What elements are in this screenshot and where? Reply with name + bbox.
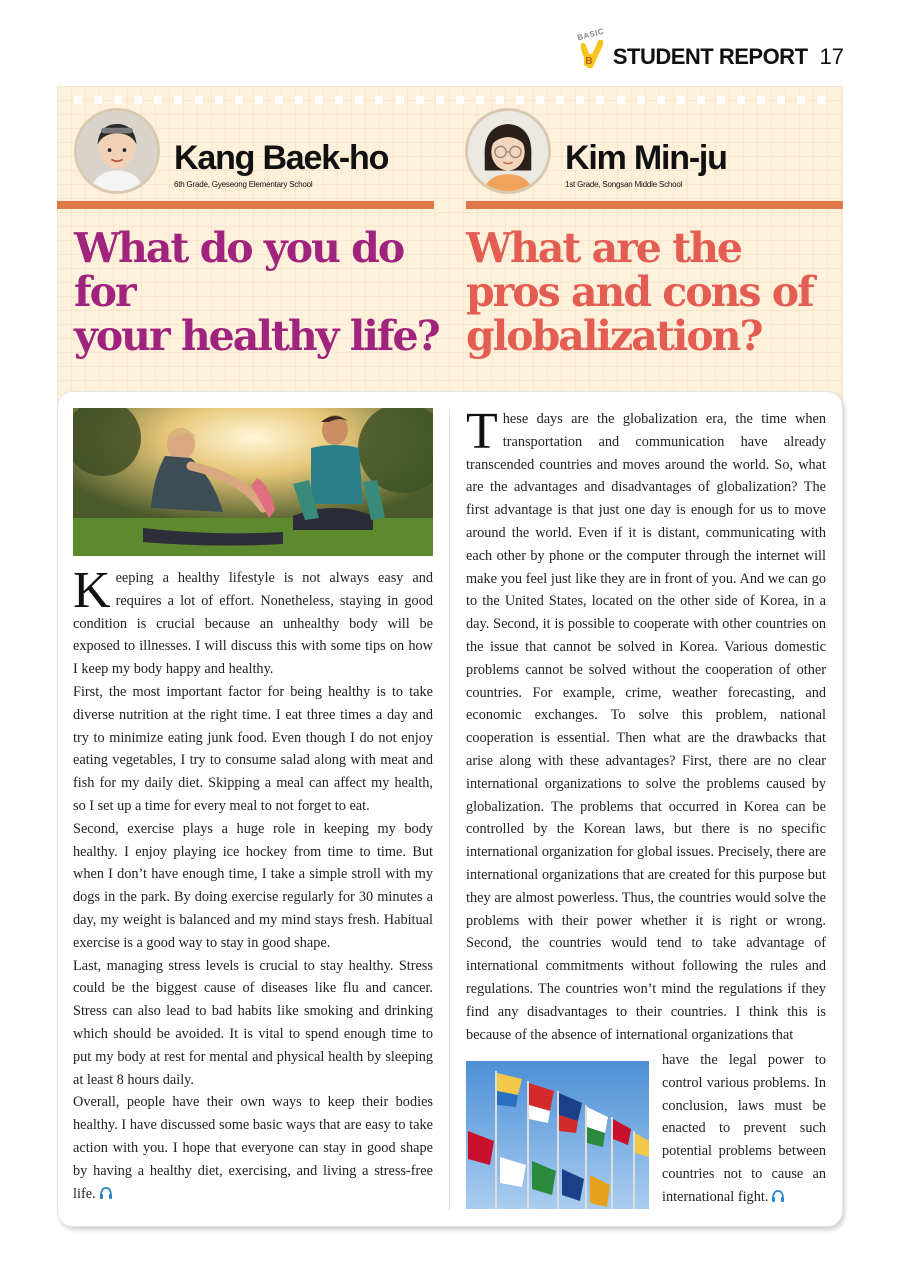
article-right-wrap xyxy=(662,1049,826,1209)
paragraph-text: eeping a healthy lifestyle is not always easy and requires a lot of effort. Nonetheless, staying in good condition is crucial because an unhealthy body will be exposed to illnesses. I will discuss this with some tips on how I keep my body happy and healthy. xyxy=(73,570,433,678)
fitness-photo xyxy=(73,408,433,556)
paragraph-text: Overall, people have their own ways to keep their bodies healthy. I have discussed some basic ways that are easy to take action with you. I hope that everyone can stay in good shape by having a healthy diet, exercising, and living a stress-free life. xyxy=(73,1094,433,1202)
banner-dots xyxy=(62,96,838,106)
drop-cap: K xyxy=(73,562,111,619)
headline-line: pros and cons of xyxy=(466,268,813,316)
article-left-body xyxy=(73,562,433,1205)
paragraph-text: hese days are the globalization era, the time when transportation and communication have already transcended countries and moves around the world. So, what are the advantages and disadvantages of globalization? The first advantage is that just one day is enough for us to move around the world. Even if it is distant, communicating with each other by phone or the computer through the internet will make you feel just like they are in front of you. And we can go to the United States, located on the other side of Korea, in a day. Second, it is possible to cooperate with other countries on the issue that cannot be solved in Korea. Various domestic problems cannot be solved without the cooperation of other countries. For example, crime, weather forecasting, and economic exchanges. To solve this problem, national cooperation is essential. Then what are the drawbacks that arise along with these advantages? First, there are no clear international organizations to solve the problems caused by globalization. The problems that occurred in Korea can be controlled by the Korean laws, but there is no specific international organization for global issues. Precisely, there are international organizations that are created for this purpose but they are almost powerless. Thus, the countries would solve the problems with their power whether it is right or wrong. Second, the countries would tend to take advantage of international commitments without following the rules and regulations. The countries won’t mind the regulations if they find any disadvantages to their countries. I think this is because of the absence of international organizations that xyxy=(466,411,826,1043)
headline-line: globalization? xyxy=(466,312,762,360)
svg-text:B: B xyxy=(585,56,593,67)
author-left xyxy=(74,108,388,194)
checkmark-b-logo-icon xyxy=(581,40,603,68)
headline-line: What are the xyxy=(466,224,741,272)
paragraph: Last, managing stress levels is crucial to stay healthy. Stress could be the biggest cause of diseases like flu and cancer. Stress can also lead to bad habits like smoking and drinking which should be avoided. It is vital to spend enough time to put my body at rest for mental and physical health by sleeping at least 8 hours daily. xyxy=(73,957,433,1088)
accent-rule-left xyxy=(57,201,434,209)
brand-logo-text: BASIC xyxy=(576,26,605,43)
author-name: Kang Baek-ho xyxy=(174,139,389,177)
paragraph-text: have the legal power to control various problems. In conclusion, laws must be enacted to prevent such potential problems between countries not to cause an international fight. xyxy=(662,1052,826,1205)
headline-line: your healthy life? xyxy=(74,312,439,360)
paragraph: Second, exercise plays a huge role in keeping my body healthy. I enjoy playing ice hockey from time to time. But when I don’t have enough time, I take a simple stroll with my dogs in the park. By doing exercise regularly for 30 minutes a day, my weight is balanced and my mind stays fresh. Habitual exercise is a good way to stay in good shape. xyxy=(73,820,433,951)
author-school: 6th Grade, Gyeseong Elementary School xyxy=(174,180,313,189)
headline-line: What do you do for xyxy=(74,224,404,316)
avatar-kang-baek-ho xyxy=(74,108,160,194)
headline-left xyxy=(74,226,444,358)
header-brand xyxy=(576,26,844,70)
flags-photo xyxy=(466,1061,649,1209)
brand-logo xyxy=(576,26,605,70)
drop-cap: T xyxy=(466,403,498,460)
author-name: Kim Min-ju xyxy=(565,139,727,177)
paragraph xyxy=(73,562,433,681)
paragraph xyxy=(466,403,826,1046)
paragraph: First, the most important factor for being healthy is to take diverse nutrition at the right time. I eat three times a day and try to minimize eating junk food. Even though I do not enjoy eating vegetables, I try to consume salad along with meat and fish for my daily diet. Skipping a meal can affect my health, so I set up a time for every meal to not forget to eat. xyxy=(73,683,433,814)
headphones-icon xyxy=(771,1190,785,1202)
page-number: 17 xyxy=(819,44,844,69)
brand-title: STUDENT REPORT xyxy=(612,44,808,69)
headline-right xyxy=(466,226,826,358)
headphones-icon xyxy=(99,1187,113,1199)
paragraph xyxy=(662,1049,826,1209)
author-right xyxy=(465,108,727,194)
column-divider xyxy=(449,410,450,1210)
author-school: 1st Grade, Songsan Middle School xyxy=(565,180,683,189)
paragraph xyxy=(73,1091,433,1205)
avatar-kim-min-ju xyxy=(465,108,551,194)
article-right-body xyxy=(466,403,826,1046)
accent-rule-right xyxy=(466,201,843,209)
